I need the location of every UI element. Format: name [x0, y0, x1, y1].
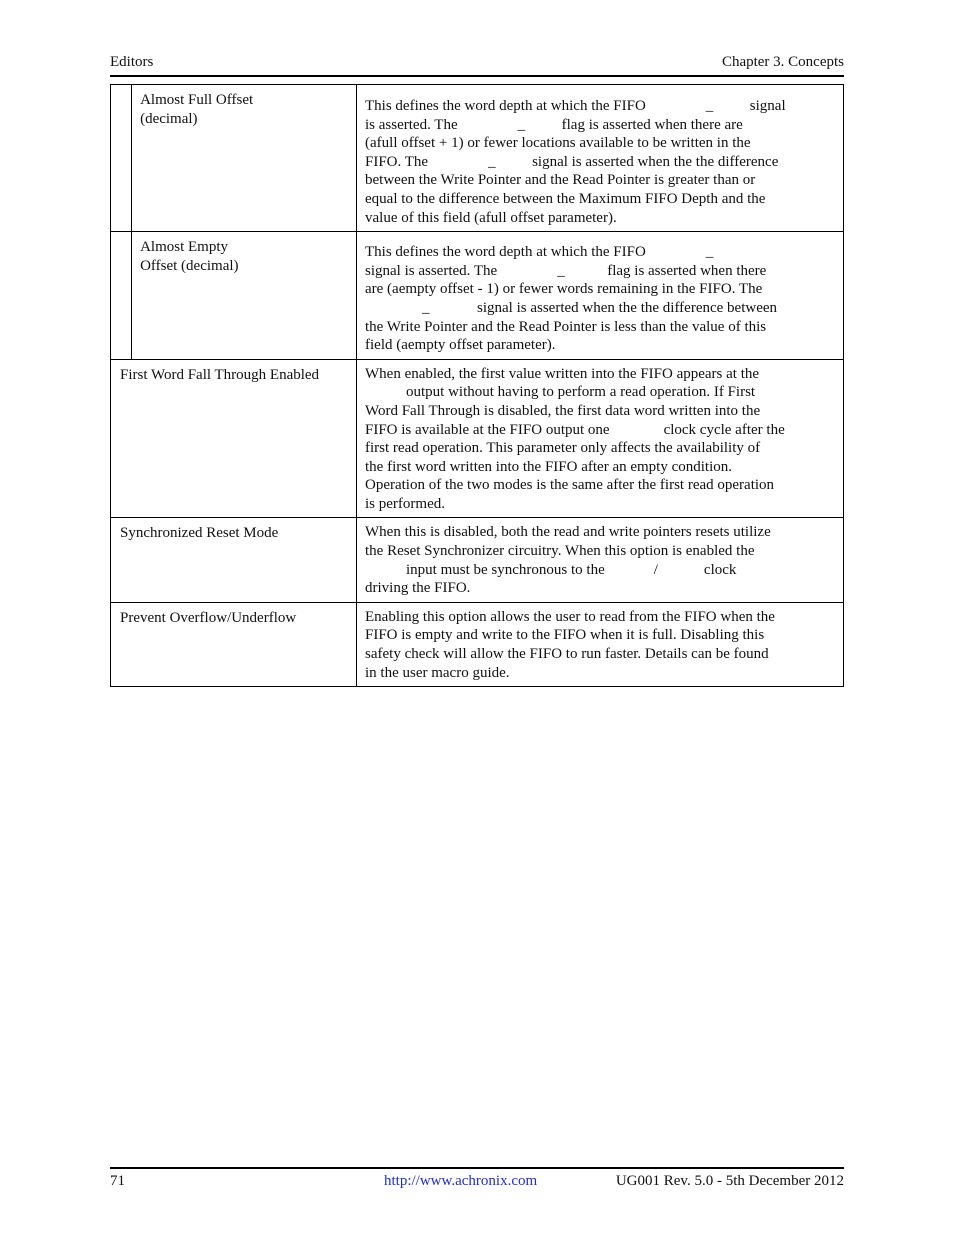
desc-text: When enabled, the first value written into the FIFO appears at the — [365, 365, 760, 382]
desc-text: equal to the difference between the Maximum FIFO Depth and the — [365, 190, 766, 207]
param-name-line: Offset (decimal) — [140, 257, 239, 274]
header-section: Editors — [110, 54, 154, 70]
table-row — [111, 232, 844, 360]
desc-text: Operation of the two modes is the same after the first read operation — [365, 477, 775, 494]
param-name-cell — [111, 602, 357, 686]
parameter-table — [110, 84, 844, 687]
desc-text: FIFO is available at the FIFO output one — [365, 421, 610, 438]
desc-text: flag is asserted when there are — [561, 116, 743, 133]
desc-text: Word Fall Through is disabled, the first data word written into the — [365, 402, 761, 419]
desc-text: is asserted. The — [365, 116, 458, 133]
page-number: 71 — [110, 1173, 125, 1189]
param-name: Prevent Overflow/Underflow — [120, 609, 297, 626]
desc-text: signal is asserted. The — [365, 262, 498, 279]
table-row — [111, 518, 844, 602]
param-name-line: Almost Empty — [140, 239, 228, 256]
param-desc-cell: This defines the word depth at which the FIFO _ signal is asserted. The _ flag is asserted when there are (aempty offset - 1) or fewer words remaining in the FIFO. The _ signal is asserted when the the difference between the Write Pointer and the Read Pointer is less than the value of this field (aempty offset parameter). — [357, 232, 844, 360]
desc-text: the first word written into the FIFO after an empty condition. — [365, 458, 733, 475]
desc-text: signal — [749, 98, 786, 114]
param-desc-cell — [357, 518, 844, 602]
desc-text: is performed. — [365, 495, 445, 512]
desc-text: When this is disabled, both the read and write pointers resets utilize — [365, 524, 771, 541]
header-rule — [110, 75, 844, 77]
param-name-cell — [132, 85, 357, 232]
desc-text: input must be synchronous to the — [406, 561, 605, 578]
param-name: Synchronized Reset Mode — [120, 525, 279, 542]
param-name-line: Almost Full Offset — [140, 92, 254, 108]
indent-cell — [111, 232, 132, 360]
page-footer — [110, 1173, 844, 1193]
desc-text: the Write Pointer and the Read Pointer is less than the value of this — [365, 318, 767, 335]
param-desc-cell — [357, 359, 844, 518]
desc-text: This defines the word depth at which the FIFO — [365, 244, 646, 261]
desc-text: / — [653, 561, 658, 578]
desc-text: FIFO is empty and write to the FIFO when it is full. Disabling this — [365, 627, 765, 644]
desc-text: output without having to perform a read operation. If First — [406, 384, 756, 401]
footer-rule — [110, 1167, 844, 1169]
param-name-cell — [111, 359, 357, 518]
desc-text: in the user macro guide. — [365, 664, 510, 681]
desc-text: driving the FIFO. — [365, 580, 471, 597]
desc-text: signal is asserted when the the difference between — [477, 299, 778, 316]
param-desc-cell — [357, 602, 844, 686]
desc-text: signal is asserted when the the difference — [532, 153, 779, 170]
param-name-cell — [111, 518, 357, 602]
indent-cell — [111, 85, 132, 232]
desc-text: safety check will allow the FIFO to run faster. Details can be found — [365, 646, 769, 663]
desc-text: are (aempty offset - 1) or fewer words remaining in the FIFO. The — [365, 281, 763, 298]
desc-text: clock — [703, 561, 737, 578]
desc-text: between the Write Pointer and the Read Pointer is greater than or — [365, 172, 756, 189]
desc-text: value of this field (afull offset parameter). — [365, 209, 617, 226]
desc-text: clock cycle after the — [663, 421, 785, 438]
param-name-cell — [132, 232, 357, 360]
document-revision: UG001 Rev. 5.0 - 5th December 2012 — [615, 1173, 844, 1189]
desc-text: (afull offset + 1) or fewer locations available to be written in the — [365, 135, 751, 152]
param-desc-cell: This defines the word depth at which the FIFO _ signal is asserted. The _ flag is asserted when there are (afull offset + 1) or fewer locations available to be written in the FIFO. The _ signal is asserted when the the difference between the Write Pointer and the Read Pointer is greater than or equal to the difference between the Maximum FIFO Depth and the value of this field (afull offset parameter). — [357, 85, 844, 232]
running-header — [110, 54, 844, 74]
desc-text: FIFO. The — [365, 153, 429, 170]
desc-text: flag is asserted when there — [607, 262, 767, 279]
desc-text: This defines the word depth at which the FIFO — [365, 98, 646, 114]
desc-text: first read operation. This parameter only affects the availability of — [365, 440, 761, 457]
table-row — [111, 359, 844, 518]
website-link[interactable]: http://www.achronix.com — [384, 1173, 538, 1189]
table-row — [111, 85, 844, 232]
param-name-line: (decimal) — [140, 110, 198, 127]
desc-text: the Reset Synchronizer circuitry. When this option is enabled the — [365, 543, 755, 560]
param-name: First Word Fall Through Enabled — [120, 366, 320, 383]
desc-text: field (aempty offset parameter). — [365, 337, 556, 354]
desc-text: Enabling this option allows the user to read from the FIFO when the — [365, 608, 775, 625]
table-row — [111, 602, 844, 686]
header-chapter: Chapter 3. Concepts — [721, 54, 844, 70]
